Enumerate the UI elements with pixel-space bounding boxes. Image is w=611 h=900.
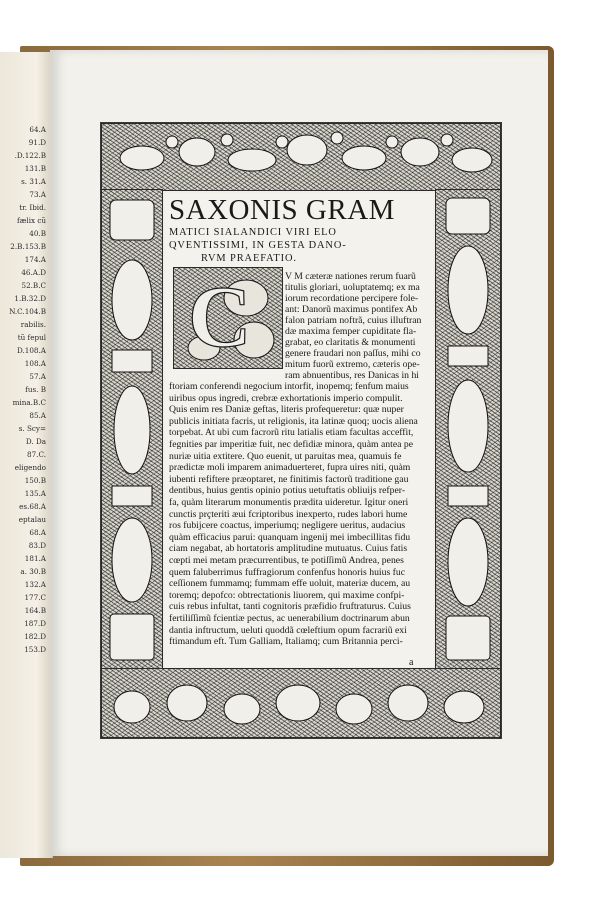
- index-entry: 164.B: [24, 606, 46, 615]
- woodcut-bottom-band: [101, 668, 501, 738]
- index-entry: 40.B: [29, 229, 46, 238]
- text-line: ram abnuentibus, res Danicas in hi: [285, 370, 419, 381]
- text-line: dentibus, huius gentis opinio potius uetuftatis obliuijs refper-: [169, 485, 406, 497]
- index-entry: 177.C: [24, 593, 46, 602]
- text-line: quem faluberrimus fuffragiorum confenfus honoris huius fuc: [169, 566, 406, 578]
- text-line: torpebat. At ubi cum facrorũ ritu latialis etiam facultas acceffit,: [169, 427, 414, 439]
- text-line: dantia inftructum, ueluti quoddã cœleftium opum facrariũ exi: [169, 624, 407, 636]
- index-entry: 131.B: [24, 164, 46, 173]
- index-entry: 174.A: [24, 255, 46, 264]
- index-entry: fælix cũ: [16, 216, 46, 225]
- text-line: toremq; depofco: obtrectationis liuorem, qui maxime confpi-: [169, 589, 405, 601]
- index-entry: D.108.A: [17, 346, 46, 355]
- text-line: iorum recordatione percipere fole-: [285, 293, 419, 304]
- text-line: uiribus opus ingredi, crebræ exhortationis imperio compulit.: [169, 392, 403, 404]
- index-entry: tr. Ibid.: [19, 203, 46, 212]
- text-line: publicis initiata facris, ut religionis, ita latinæ quoq; uocis aliena: [169, 415, 418, 427]
- subtitle-line: RVM PRAEFATIO.: [201, 253, 297, 264]
- woodcut-left-column: [101, 189, 163, 670]
- subtitle-line: QVENTISSIMI, IN GESTA DANO-: [169, 240, 347, 251]
- index-entry: eligendo: [14, 463, 46, 472]
- text-line: falon patriam noftrã, cuius illuftran: [285, 315, 422, 326]
- index-entry: D. Da: [25, 437, 46, 446]
- index-entry: 181.A: [24, 554, 46, 563]
- index-entry: 135.A: [24, 489, 46, 498]
- text-line: cunctis prçteriti æui fcriptoribus inexperto, rudes labori hume: [169, 508, 408, 520]
- index-entry: 73.A: [29, 190, 46, 199]
- decorated-initial: [173, 267, 283, 369]
- signature-mark: a: [409, 657, 414, 668]
- text-line: genere fraudari non paſſus, mihi co: [285, 348, 421, 359]
- index-entry: 150.B: [24, 476, 46, 485]
- left-page-fragment: [0, 52, 53, 858]
- text-line: ros fubijcere coactus, imperiumq; negligere ueritus, audacius: [169, 520, 406, 532]
- index-entry: 187.D: [24, 619, 46, 628]
- index-entry: 132.A: [24, 580, 46, 589]
- index-entry: 68.A: [29, 528, 46, 537]
- index-entry: es.68.A: [19, 502, 46, 511]
- index-entry: 2.B.153.B: [10, 242, 46, 251]
- index-entry: 1.B.32.D: [14, 294, 46, 303]
- index-entry: rabilis.: [20, 320, 46, 329]
- page-title: SAXONIS GRAM: [169, 194, 395, 226]
- index-entry: 83.D: [28, 541, 46, 550]
- index-entry: s. Scy=: [18, 424, 46, 433]
- index-entry: mina.B.C: [12, 398, 46, 407]
- index-entry: 182.D: [24, 632, 46, 641]
- index-entry: 153.D: [24, 645, 46, 654]
- text-line: ant: Danorũ maximus pontifex Ab: [285, 304, 418, 315]
- text-block: [165, 193, 433, 667]
- index-entry: tũ fepul: [17, 333, 46, 342]
- text-line: ceſſionem fummamq; fummam effe uoluit, materiæ ducem, au: [169, 578, 411, 590]
- text-line: Quis enim res Daniæ geftas, literis profequeretur: quæ nuper: [169, 404, 404, 416]
- index-entry: .D.122.B: [14, 151, 46, 160]
- index-entry: 57.A: [29, 372, 46, 381]
- text-line: cœpti mei metam præcurrentibus, te potiſſimũ Andrea, penes: [169, 555, 404, 566]
- text-line: ftimandum eft. Tum Galliam, Italiamq; cum Britannia perci-: [169, 636, 403, 648]
- index-entry: eptalau: [18, 515, 46, 524]
- index-entry: fus. B: [25, 385, 46, 394]
- text-line: iubenti refiftere præoptaret, ne finitimis factorũ traditione gau: [169, 473, 409, 485]
- text-line: dæ maxima femper cupiditate fla-: [285, 326, 417, 337]
- text-line: fa, quàm literarum monumentis prædita uideretur. Igitur oneri: [169, 497, 409, 508]
- text-line: prædictæ moli imparem animaduerteret, fupra uires niti, quàm: [169, 462, 411, 474]
- text-line: ftoriam conferendi negocium intorfit, inopemq; fenfum maius: [169, 381, 409, 392]
- text-line: cuis rebus infultat, tanti cognitoris præfidio fruftraturus. Cuius: [169, 601, 411, 613]
- index-entry: 87.C.: [27, 450, 46, 459]
- text-line: quàm efficacius parui: quanquam ingenij mei imbecillitas fidu: [169, 531, 411, 543]
- woodcut-top-band: [101, 123, 501, 191]
- initial-letter: C: [188, 269, 252, 366]
- text-line: grabat, eo claritatis & monumenti: [285, 337, 416, 348]
- index-entry: a. 30.B: [20, 567, 46, 576]
- text-line: fertiliſſimũ fcientiæ pectus, ac uenerabilium doctrinarum abun: [169, 613, 410, 624]
- subtitle-line: MATICI SIALANDICI VIRI ELO: [169, 227, 337, 238]
- index-entry: 91.D: [28, 138, 46, 147]
- index-entry: 64.A: [29, 125, 46, 134]
- index-entry: 52.B.C: [21, 281, 46, 290]
- index-entry: 85.A: [29, 411, 46, 420]
- text-line: fegnities par imperitiæ fuit, nec defidiæ minora, quàm antea pe: [169, 439, 413, 450]
- index-entry: N.C.104.B: [9, 307, 46, 316]
- woodcut-border-frame: [100, 122, 502, 739]
- text-line: titulis gloriari, uoluptatemq; ex ma: [285, 282, 420, 293]
- index-entry: 46.A.D: [21, 268, 46, 277]
- text-line: ciam negabat, ab hortatoris amplitudine mutuatus. Cuius fatis: [169, 543, 408, 555]
- index-entry: s. 31.A: [21, 177, 46, 186]
- index-entry: 108.A: [24, 359, 46, 368]
- text-line: V M cæteræ nationes rerum fuarũ: [285, 271, 416, 282]
- text-line: mitum fuorũ extremo, cæteris ope-: [285, 359, 420, 370]
- text-line: nuriæ uitia extitere. Quo euenit, ut paruitas mea, quamuis fe: [169, 450, 402, 462]
